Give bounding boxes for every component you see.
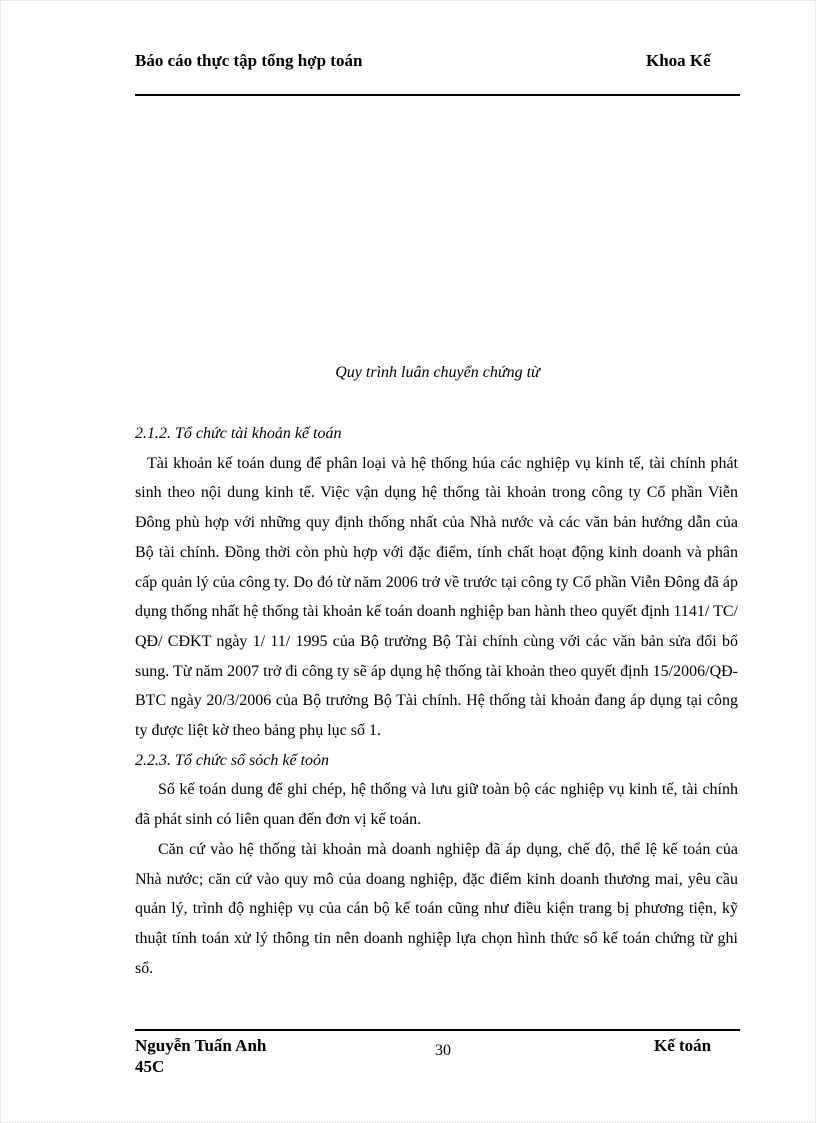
page-number: 30 — [435, 1042, 451, 1059]
page-header — [135, 48, 740, 96]
header-report-title: Báo cáo thực tập tổng hợp toán — [135, 51, 363, 70]
paragraph-books-selection: Căn cứ vào hệ thống tài khoản mà doanh nghiệp đã áp dụng, chế độ, thể lệ kế toán của Nhà nước; căn cứ vào quy mô của doang nghiệp, đặc điểm kinh doanh thương mai, yêu cầu quản lý, trình độ nghiệp vụ của cán bộ kế toán cũng như điều kiện trang bị phương tiện, kỹ thuật tính toán xử lý thông tin nên doanh nghiệp lựa chọn hình thức sổ kế toán chứng từ ghi sổ. — [135, 840, 738, 977]
section-heading-books: 2.2.3. Tổ chức sổ sỏch kế toỏn — [135, 751, 330, 769]
footer-department: Kế toán — [654, 1036, 712, 1055]
section-heading-accounts: 2.1.2. Tổ chức tài khoản kế toán — [135, 425, 342, 442]
page-footer — [135, 1029, 740, 1079]
paragraph-accounts: Tài khoản kế toán dung để phân loại và hệ thống húa các nghiệp vụ kinh tế, tài chính phát sinh theo nội dung kinh tế. Việc vận dụng hệ thống tài khoản trong công ty Cổ phần Viễn Đông phù hợp với những quy định thống nhất của Nhà nước và các văn bản hướng dẫn của Bộ tài chính. Đồng thời còn phù hợp với đặc điểm, tính chất hoạt động kinh doanh và phân cấp quản lý của công ty. Do đó từ năm 2006 trở về trước tại công ty Cổ phần Viễn Đông đã áp dụng thống nhất hệ thống tài khoản kế toán doanh nghiệp ban hành theo quyết định 1141/ TC/ QĐ/ CĐKT ngày 1/ 11/ 1995 của Bộ trưởng Bộ Tài chính cùng với các văn bản sửa đổi bổ sung. Từ năm 2007 trở đi công ty sẽ áp dụng hệ thống tài khoản theo quyết định 15/2006/QĐ-BTC ngày 20/3/2006 của Bộ trưởng Bộ Tài chính. Hệ thống tài khoản đang áp dụng tại công ty được liệt kờ theo bảng phụ lục số 1. — [135, 454, 738, 740]
header-department: Khoa Kế — [646, 51, 711, 70]
footer-author: Nguyễn Tuấn Anh 45C — [135, 1036, 267, 1076]
document-body — [135, 419, 738, 983]
paragraph-books-definition: Sổ kế toán dung để ghi chép, hệ thống và lưu giữ toàn bộ các nghiệp vụ kinh tế, tài chính đã phát sinh có liên quan đến đơn vị kế toán. — [135, 781, 738, 829]
figure-caption: Quy trình luân chuyển chứng từ — [335, 364, 540, 381]
